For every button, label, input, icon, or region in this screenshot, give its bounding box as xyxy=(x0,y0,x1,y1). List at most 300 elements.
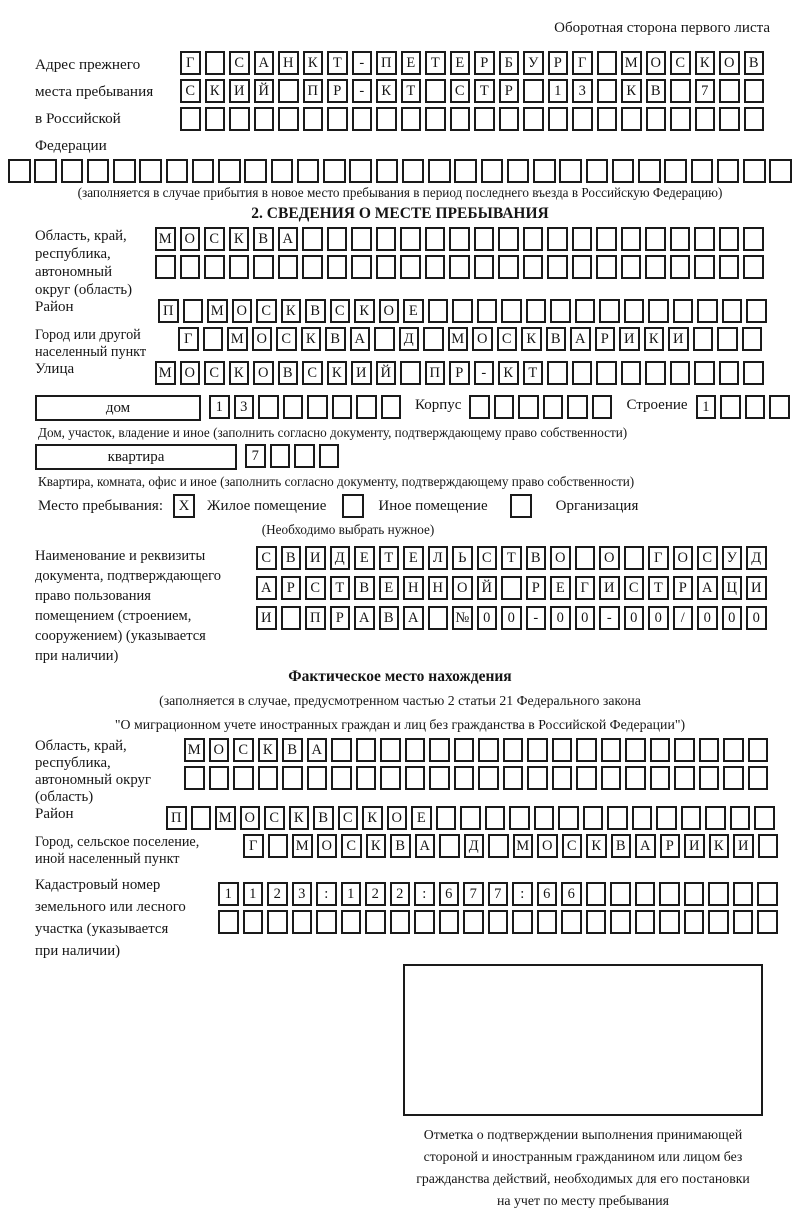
char-box xyxy=(548,107,569,131)
char-box: С xyxy=(450,79,471,103)
char-box xyxy=(601,738,622,762)
char-box xyxy=(376,107,397,131)
char-box: С xyxy=(497,327,518,351)
char-box: 0 xyxy=(697,606,718,630)
prev-address-row-2 xyxy=(180,79,764,103)
char-box: В xyxy=(546,327,567,351)
char-box: 3 xyxy=(292,882,313,906)
char-box xyxy=(733,882,754,906)
char-box: С xyxy=(229,51,250,75)
char-box: М xyxy=(448,327,469,351)
char-box xyxy=(559,159,582,183)
char-box: К xyxy=(229,227,250,251)
char-box xyxy=(400,361,421,385)
factual-gorod-block xyxy=(8,834,792,868)
char-box xyxy=(596,361,617,385)
char-box xyxy=(34,159,57,183)
char-box: А xyxy=(403,606,424,630)
char-box xyxy=(684,882,705,906)
char-box xyxy=(481,159,504,183)
char-box: 2 xyxy=(267,882,288,906)
char-box: И xyxy=(229,79,250,103)
section2-title: 2. СВЕДЕНИЯ О МЕСТЕ ПРЕБЫВАНИЯ xyxy=(251,205,549,222)
label-line: населенный пункт xyxy=(35,344,147,360)
char-box xyxy=(550,299,571,323)
char-box: 3 xyxy=(234,395,255,419)
char-box xyxy=(267,910,288,934)
char-box xyxy=(719,361,740,385)
char-box: О xyxy=(537,834,558,858)
factual-oblast-block xyxy=(8,738,792,806)
char-box: 7 xyxy=(695,79,716,103)
char-box: К xyxy=(229,361,250,385)
char-box: 0 xyxy=(722,606,743,630)
char-box: Ь xyxy=(452,546,473,570)
char-box: В xyxy=(278,361,299,385)
label-line: сооружением) (указывается xyxy=(35,628,206,644)
char-box: А xyxy=(256,576,277,600)
char-box xyxy=(599,299,620,323)
char-box xyxy=(327,107,348,131)
char-box xyxy=(670,79,691,103)
char-box xyxy=(625,738,646,762)
label-line: автономный округ xyxy=(35,772,151,788)
char-box xyxy=(523,107,544,131)
char-box: Т xyxy=(501,546,522,570)
char-box: Г xyxy=(648,546,669,570)
char-box: О xyxy=(240,806,261,830)
cadastral-row-1 xyxy=(218,882,778,906)
char-box xyxy=(586,159,609,183)
char-box: Т xyxy=(401,79,422,103)
stamp-box xyxy=(403,964,763,1116)
char-box: О xyxy=(387,806,408,830)
char-box: П xyxy=(166,806,187,830)
char-box xyxy=(494,395,515,419)
factual-oblast-grid xyxy=(184,738,768,794)
char-box: И xyxy=(684,834,705,858)
char-box: 0 xyxy=(746,606,767,630)
char-box xyxy=(327,227,348,251)
char-box xyxy=(425,255,446,279)
char-box xyxy=(612,159,635,183)
char-box: Й xyxy=(376,361,397,385)
char-box xyxy=(501,299,522,323)
char-box: Н xyxy=(428,576,449,600)
char-box xyxy=(723,738,744,762)
label-line: стороной и иностранным гражданином или лицом без xyxy=(423,1149,743,1164)
char-box xyxy=(558,806,579,830)
char-box xyxy=(575,546,596,570)
char-box xyxy=(428,299,449,323)
stroenie-label: Строение xyxy=(626,397,688,413)
char-box xyxy=(670,107,691,131)
char-box xyxy=(192,159,215,183)
document-row-1 xyxy=(256,546,767,570)
char-box: Т xyxy=(523,361,544,385)
char-box xyxy=(474,107,495,131)
char-box xyxy=(278,79,299,103)
char-box: - xyxy=(352,51,373,75)
cadastral-block xyxy=(8,874,792,962)
char-box xyxy=(723,766,744,790)
char-box xyxy=(547,227,568,251)
char-box xyxy=(365,910,386,934)
cadastral-row-2 xyxy=(218,910,778,934)
char-box: С xyxy=(180,79,201,103)
char-box xyxy=(307,395,328,419)
char-box: О xyxy=(180,227,201,251)
char-box xyxy=(646,107,667,131)
char-box: Т xyxy=(379,546,400,570)
char-box xyxy=(166,159,189,183)
char-box: 6 xyxy=(439,882,460,906)
char-box xyxy=(428,159,451,183)
char-box xyxy=(697,299,718,323)
char-box: В xyxy=(526,546,547,570)
char-box xyxy=(454,766,475,790)
char-box xyxy=(243,910,264,934)
char-box: - xyxy=(526,606,547,630)
char-box xyxy=(477,299,498,323)
ulitsa-label: Улица xyxy=(35,361,75,377)
char-box: А xyxy=(697,576,718,600)
char-box xyxy=(597,51,618,75)
char-box xyxy=(635,882,656,906)
char-box: Р xyxy=(673,576,694,600)
char-box xyxy=(632,806,653,830)
char-box xyxy=(694,361,715,385)
char-box xyxy=(450,107,471,131)
residential-label: Жилое помещение xyxy=(207,497,327,514)
char-box: С xyxy=(305,576,326,600)
char-box xyxy=(302,255,323,279)
char-box xyxy=(258,395,279,419)
char-box: К xyxy=(644,327,665,351)
label-line: республика, xyxy=(35,755,111,771)
kvartira-number-row xyxy=(245,444,339,468)
char-box xyxy=(478,766,499,790)
factual-raion-block xyxy=(8,806,792,834)
char-box xyxy=(454,738,475,762)
char-box xyxy=(547,361,568,385)
char-box xyxy=(607,806,628,830)
char-box xyxy=(405,738,426,762)
char-box xyxy=(572,361,593,385)
char-box: О xyxy=(646,51,667,75)
char-box: : xyxy=(512,882,533,906)
char-box xyxy=(650,738,671,762)
label-line: Адрес прежнего xyxy=(35,56,141,73)
char-box xyxy=(583,806,604,830)
char-box xyxy=(624,299,645,323)
char-box: С xyxy=(697,546,718,570)
char-box xyxy=(509,806,530,830)
char-box xyxy=(278,255,299,279)
raion-row xyxy=(158,299,767,323)
char-box xyxy=(576,766,597,790)
char-box: Г xyxy=(180,51,201,75)
char-box xyxy=(331,738,352,762)
char-box: О xyxy=(673,546,694,570)
char-box xyxy=(332,395,353,419)
label-line: Город, сельское поселение, xyxy=(35,834,200,850)
gorod-label xyxy=(35,327,178,361)
char-box xyxy=(436,806,457,830)
char-box xyxy=(699,738,720,762)
char-box xyxy=(498,255,519,279)
char-box: С xyxy=(341,834,362,858)
char-box: 6 xyxy=(537,882,558,906)
char-box xyxy=(656,806,677,830)
char-box: К xyxy=(301,327,322,351)
label-line: документа, подтверждающего xyxy=(35,568,221,584)
char-box xyxy=(691,159,714,183)
char-box xyxy=(722,299,743,323)
char-box: 6 xyxy=(561,882,582,906)
char-box xyxy=(478,738,499,762)
char-box: Е xyxy=(379,576,400,600)
char-box: Р xyxy=(449,361,470,385)
char-box: Р xyxy=(474,51,495,75)
char-box xyxy=(523,255,544,279)
char-box xyxy=(351,255,372,279)
factual-raion-row xyxy=(166,806,775,830)
char-box: О xyxy=(472,327,493,351)
label-line: в Российской xyxy=(35,110,121,127)
document-grid xyxy=(256,546,767,636)
char-box xyxy=(621,255,642,279)
char-box: Г xyxy=(178,327,199,351)
char-box xyxy=(376,227,397,251)
char-box xyxy=(674,738,695,762)
char-box xyxy=(534,806,555,830)
char-box xyxy=(561,910,582,934)
char-box xyxy=(323,159,346,183)
factual-oblast-row-2 xyxy=(184,766,768,790)
char-box xyxy=(376,159,399,183)
char-box xyxy=(597,79,618,103)
char-box xyxy=(717,159,740,183)
label-line: республика, xyxy=(35,246,111,262)
char-box xyxy=(621,361,642,385)
char-box xyxy=(425,227,446,251)
char-box xyxy=(452,299,473,323)
factual-gorod-row xyxy=(243,834,778,858)
char-box: А xyxy=(278,227,299,251)
char-box xyxy=(380,738,401,762)
char-box xyxy=(488,834,509,858)
prev-address-block xyxy=(8,51,792,159)
char-box: Т xyxy=(648,576,669,600)
char-box xyxy=(744,79,765,103)
oblast-label xyxy=(35,227,155,299)
char-box: В xyxy=(313,806,334,830)
label-line: (область) xyxy=(35,789,94,805)
char-box xyxy=(638,159,661,183)
label-line: земельного или лесного xyxy=(35,899,186,915)
char-box xyxy=(537,910,558,934)
char-box xyxy=(664,159,687,183)
char-box: К xyxy=(327,361,348,385)
char-box xyxy=(533,159,556,183)
char-box: Р xyxy=(327,79,348,103)
prev-address-row-3 xyxy=(180,107,764,131)
char-box: Р xyxy=(548,51,569,75)
char-box: 1 xyxy=(341,882,362,906)
char-box xyxy=(659,910,680,934)
char-box xyxy=(743,361,764,385)
char-box xyxy=(376,255,397,279)
char-box: Л xyxy=(428,546,449,570)
char-box: : xyxy=(414,882,435,906)
char-box: О xyxy=(209,738,230,762)
label-line: Отметка о подтверждении выполнения принимающей xyxy=(423,1127,743,1142)
char-box xyxy=(748,738,769,762)
char-box xyxy=(670,361,691,385)
char-box: И xyxy=(256,606,277,630)
char-box xyxy=(635,910,656,934)
char-box xyxy=(597,107,618,131)
char-box xyxy=(567,395,588,419)
char-box: С xyxy=(256,546,277,570)
char-box: Г xyxy=(575,576,596,600)
char-box xyxy=(428,606,449,630)
dom-number-row xyxy=(209,395,401,419)
char-box: К xyxy=(303,51,324,75)
char-box xyxy=(684,910,705,934)
char-box xyxy=(474,227,495,251)
char-box: П xyxy=(425,361,446,385)
char-box: Е xyxy=(411,806,432,830)
factual-oblast-row-1 xyxy=(184,738,768,762)
prev-address-label xyxy=(35,51,180,159)
char-box: К xyxy=(695,51,716,75)
char-box: У xyxy=(722,546,743,570)
label-line: места пребывания xyxy=(35,83,154,100)
char-box: П xyxy=(158,299,179,323)
char-box xyxy=(552,738,573,762)
char-box xyxy=(155,255,176,279)
char-box xyxy=(670,227,691,251)
char-box xyxy=(331,766,352,790)
char-box: В xyxy=(744,51,765,75)
char-box: 0 xyxy=(550,606,571,630)
dom-caption: Дом, участок, владение и иное (заполнить согласно документу, подтверждающему право собственности) xyxy=(38,425,628,440)
char-box: И xyxy=(619,327,640,351)
char-box: С xyxy=(562,834,583,858)
char-box xyxy=(218,910,239,934)
char-box xyxy=(693,327,714,351)
prev-address-row-1 xyxy=(180,51,764,75)
char-box: С xyxy=(204,227,225,251)
label-line: Город или другой xyxy=(35,327,141,343)
char-box xyxy=(743,227,764,251)
char-box xyxy=(748,766,769,790)
label-line: Область, край, xyxy=(35,738,127,754)
char-box xyxy=(743,159,766,183)
char-box xyxy=(183,299,204,323)
char-box: У xyxy=(523,51,544,75)
char-box xyxy=(527,766,548,790)
char-box xyxy=(625,766,646,790)
char-box xyxy=(592,395,613,419)
char-box xyxy=(258,766,279,790)
char-box: И xyxy=(668,327,689,351)
place-type-block xyxy=(8,494,792,518)
char-box: А xyxy=(415,834,436,858)
char-box xyxy=(278,107,299,131)
char-box: В xyxy=(282,738,303,762)
char-box: Б xyxy=(499,51,520,75)
char-box: 1 xyxy=(243,882,264,906)
char-box xyxy=(139,159,162,183)
char-box: - xyxy=(599,606,620,630)
char-box xyxy=(244,159,267,183)
char-box: Т xyxy=(330,576,351,600)
char-box xyxy=(205,51,226,75)
char-box: В xyxy=(325,327,346,351)
char-box xyxy=(673,299,694,323)
char-box: Р xyxy=(526,576,547,600)
char-box xyxy=(402,159,425,183)
char-box xyxy=(270,444,291,468)
char-box xyxy=(292,910,313,934)
char-box xyxy=(229,107,250,131)
factual-gorod-label xyxy=(35,834,243,868)
char-box xyxy=(488,910,509,934)
char-box: А xyxy=(254,51,275,75)
label-line: округ (область) xyxy=(35,282,133,298)
char-box: В xyxy=(379,606,400,630)
char-box: В xyxy=(281,546,302,570)
char-box xyxy=(694,227,715,251)
char-box: Г xyxy=(572,51,593,75)
label-line: право пользования xyxy=(35,588,151,604)
char-box: В xyxy=(611,834,632,858)
char-box: К xyxy=(289,806,310,830)
char-box xyxy=(610,882,631,906)
char-box: О xyxy=(550,546,571,570)
char-box xyxy=(351,227,372,251)
dom-block xyxy=(8,395,792,423)
label-line: Кадастровый номер xyxy=(35,877,161,893)
char-box: И xyxy=(351,361,372,385)
organization-label: Организация xyxy=(555,497,639,514)
char-box xyxy=(499,107,520,131)
char-box: Й xyxy=(254,79,275,103)
label-line: при наличии) xyxy=(35,943,121,959)
prev-address-grid xyxy=(180,51,764,135)
char-box: Е xyxy=(450,51,471,75)
char-box xyxy=(575,299,596,323)
char-box xyxy=(282,766,303,790)
char-box xyxy=(547,255,568,279)
char-box: 0 xyxy=(624,606,645,630)
oblast-row-2 xyxy=(155,255,764,279)
char-box: 0 xyxy=(477,606,498,630)
char-box: О xyxy=(452,576,473,600)
char-box xyxy=(624,546,645,570)
char-box xyxy=(695,107,716,131)
char-box: Р xyxy=(330,606,351,630)
factual-caption-2: "О миграционном учете иностранных граждан и лиц без гражданства в Российской Федерации") xyxy=(114,717,686,732)
label-line: помещением (строением, xyxy=(35,608,192,624)
char-box xyxy=(769,395,790,419)
char-box: Т xyxy=(474,79,495,103)
char-box: К xyxy=(205,79,226,103)
char-box xyxy=(297,159,320,183)
